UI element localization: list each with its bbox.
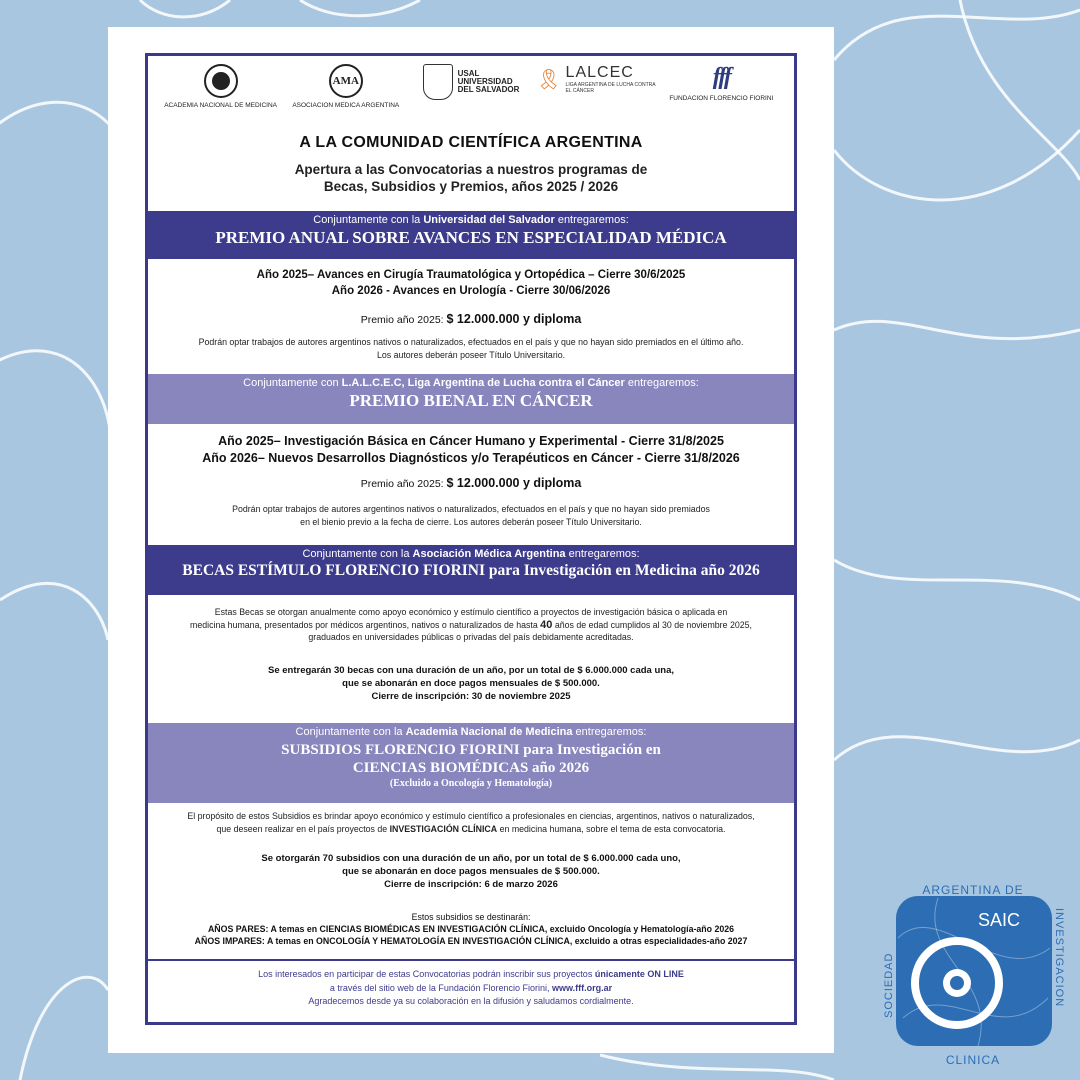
saic-left-text: SOCIEDAD xyxy=(883,952,895,1018)
saic-top-text: ARGENTINA DE xyxy=(922,883,1024,897)
section2-intro: Conjuntamente con L.A.L.C.E.C, Liga Argentina de Lucha contra el Cáncer entregaremos: xyxy=(243,377,699,389)
ama-caption: ASOCIACION MEDICA ARGENTINA xyxy=(292,102,400,109)
usal-line2: UNIVERSIDAD xyxy=(457,77,513,86)
logo-usal xyxy=(411,64,531,100)
lalcec-name: LALCEC xyxy=(565,64,634,81)
section1-band xyxy=(148,211,794,259)
usal-line1: USAL xyxy=(457,69,480,78)
fff-caption: FUNDACION FLORENCIO FIORINI xyxy=(669,95,774,102)
website-link[interactable]: www.fff.org.ar xyxy=(551,982,613,993)
page-subtitle xyxy=(148,161,794,195)
logo-ama xyxy=(286,64,406,109)
announcement-frame xyxy=(145,53,797,1025)
lalcec-sub: LIGA ARGENTINA DE LUCHA CONTRA EL CÁNCER xyxy=(565,82,656,94)
section4-destination: Estos subsidios se destinarán: AÑOS PARES: A temas en CIENCIAS BIOMÉDICAS EN INVESTIGACIÓN CLÍNICA, excluido Oncología y Hematología-año 2026 AÑOS IMPARES: A temas en ONCOLOGÍA Y HEMATOLOGÍA EN INVESTIGACIÓN CLÍNICA, excluido a otras especialidades-año 2027 xyxy=(194,912,748,946)
section2-band xyxy=(148,374,794,424)
usal-crest-icon xyxy=(423,64,453,100)
section1-lines xyxy=(148,267,794,299)
section1-requirements: Podrán optar trabajos de autores argentinos nativos o naturalizados, efectuados en el país y que no hayan sido premiados en el último año. Los autores deberán poseer Título Universitario. xyxy=(198,337,744,360)
section4-heading: SUBSIDIOS FLORENCIO FIORINI para Investigación en CIENCIAS BIOMÉDICAS año 2026 xyxy=(281,742,661,776)
subtitle-line1: Apertura a las Convocatorias a nuestros programas de xyxy=(294,162,648,177)
section1-prize: Premio año 2025: $ 12.000.000 y diploma xyxy=(360,312,582,326)
footer-divider xyxy=(148,959,794,961)
logo-lalcec xyxy=(536,64,656,94)
section4-band xyxy=(148,723,794,803)
section2-prize: Premio año 2025: $ 12.000.000 y diploma xyxy=(360,476,582,490)
logo-fff xyxy=(661,64,781,102)
section1-line1: Año 2025– Avances en Cirugía Traumatológica y Ortopédica – Cierre 30/6/2025 xyxy=(256,269,686,281)
section4-description: El propósito de estos Subsidios es brindar apoyo económico y estímulo científico a profesionales en ciencias, argentinos, nativos o naturalizados, que deseen realizar en el país proyectos de INVESTIGACIÓN CLÍNICA en medicina humana, sobre el tema de esta convocatoria. xyxy=(187,811,755,834)
saic-right-text: INVESTIGACION xyxy=(1053,908,1065,1008)
academia-caption: ACADEMIA NACIONAL DE MEDICINA xyxy=(164,102,277,109)
page-title: A LA COMUNIDAD CIENTÍFICA ARGENTINA xyxy=(299,134,643,151)
saic-center-text: SAIC xyxy=(978,910,1021,930)
section3-heading: BECAS ESTÍMULO FLORENCIO FIORINI para Investigación en Medicina año 2026 xyxy=(182,562,760,579)
section3-band xyxy=(148,545,794,595)
saic-bottom-text: CLINICA xyxy=(945,1053,1001,1067)
fff-mark-icon: fff xyxy=(712,64,730,90)
section4-award: Se otorgarán 70 subsidios con una duración de un año, por un total de $ 6.000.000 cada uno, que se abonarán en doce pagos mensuales de $ 500.000. Cierre de inscripción: 6 de marzo 2026 xyxy=(261,853,681,890)
section2-lines xyxy=(148,433,794,467)
academia-seal-icon xyxy=(204,64,238,98)
footer: Los interesados en participar de estas Convocatorias podrán inscribir sus proyectos únicamente ON LINE a través del sitio web de la Fundación Florencio Fiorini, www.fff.org.ar Agradecemos desde ya su colaboración en la difusión y saludamos cordialmente. xyxy=(258,969,684,1006)
section1-intro: Conjuntamente con la Universidad del Salvador entregaremos: xyxy=(313,214,629,226)
section1-line2: Año 2026 - Avances en Urología - Cierre 30/06/2026 xyxy=(331,285,611,297)
section3-description: Estas Becas se otorgan anualmente como apoyo económico y estímulo científico a proyectos de investigación básica o aplicada en medicina humana, presentados por médicos argentinos, nativos o naturalizados de hasta 40 años de edad cumplidos al 30 de noviembre 2025, graduados en universidades públicas o privadas del país debidamente acreditadas. xyxy=(190,607,752,642)
logo-row xyxy=(148,64,794,124)
section2-line1: Año 2025– Investigación Básica en Cáncer Humano y Experimental - Cierre 31/8/2025 xyxy=(218,434,724,448)
subtitle-line2: Becas, Subsidios y Premios, años 2025 / 2026 xyxy=(323,179,619,194)
section1-heading: PREMIO ANUAL SOBRE AVANCES EN ESPECIALIDAD MÉDICA xyxy=(215,228,727,247)
section4-intro: Conjuntamente con la Academia Nacional de Medicina entregaremos: xyxy=(295,726,647,738)
ama-seal-icon: AMA xyxy=(329,64,363,98)
section3-award: Se entregarán 30 becas con una duración de un año, por un total de $ 6.000.000 cada una, que se abonarán en doce pagos mensuales de $ 500.000. Cierre de inscripción: 30 de noviembre 2025 xyxy=(268,665,674,702)
usal-line3: DEL SALVADOR xyxy=(457,85,520,94)
logo-academia xyxy=(161,64,281,109)
section2-heading: PREMIO BIENAL EN CÁNCER xyxy=(349,391,593,410)
section2-requirements: Podrán optar trabajos de autores argentinos nativos o naturalizados, efectuados en el país y que no hayan sido premiados en el bienio previo a la fecha de cierre. Los autores deberán poseer Título Universitario. xyxy=(232,504,710,527)
saic-logo xyxy=(878,878,1068,1068)
section2-line2: Año 2026– Nuevos Desarrollos Diagnósticos y/o Terapéuticos en Cáncer - Cierre 31/8/2026 xyxy=(202,451,740,465)
section3-intro: Conjuntamente con la Asociación Médica Argentina entregaremos: xyxy=(302,548,640,560)
section4-subheading: (Excluido a Oncología y Hematología) xyxy=(389,778,553,789)
ribbon-icon: 🎗 xyxy=(536,67,562,91)
